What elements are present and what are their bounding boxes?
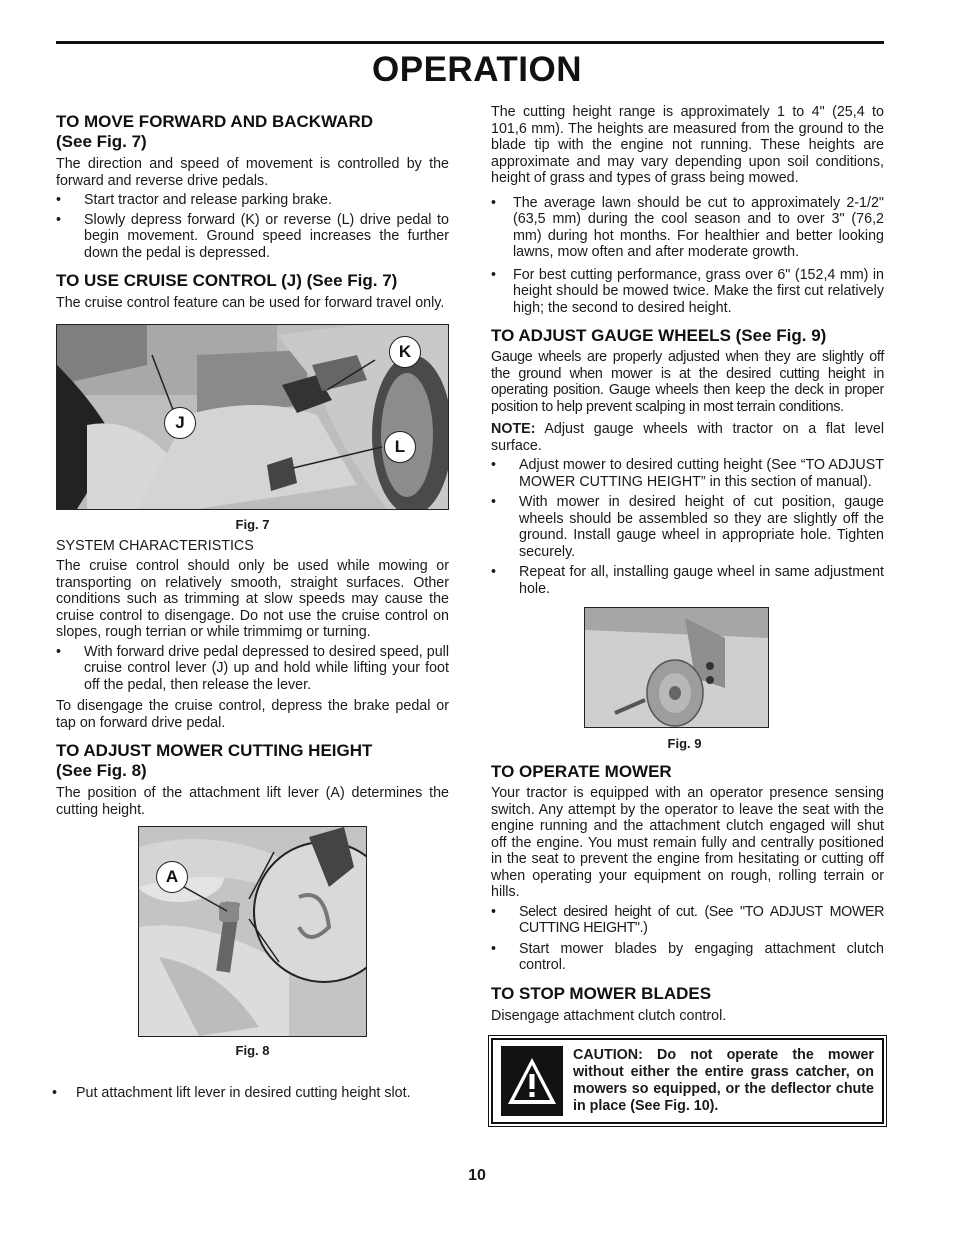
list-item: • With mower in desired height of cut position, gauge wheels should be assembled so they are slightly off the ground. Install gauge wheel in appropriate hole. Tighten securely. — [491, 494, 884, 560]
caution-text: CAUTION: Do not operate the mower without either the entire grass catcher, on mowers so equipped, or the deflector chute in place (See Fig. 10). — [573, 1047, 874, 1114]
figure-7-image — [56, 324, 449, 510]
warning-triangle-icon — [501, 1046, 563, 1116]
right-column — [491, 104, 884, 1124]
list-item: • Start mower blades by engaging attachment clutch control. — [491, 941, 884, 974]
stop-text: Disengage attachment clutch control. — [491, 1007, 727, 1024]
figure-8-image — [138, 826, 367, 1037]
callout-j: J — [164, 407, 196, 439]
caution-box — [491, 1038, 884, 1124]
list-item: • Slowly depress forward (K) or reverse (L) drive pedal to begin movement. Ground speed increases the further down the pedal is depressed. — [56, 212, 449, 262]
list-item: • Start tractor and release parking brake. — [56, 192, 449, 209]
note-label: NOTE: — [491, 421, 536, 437]
left-column — [56, 104, 449, 1102]
operate-heading: TO OPERATE MOWER — [491, 762, 672, 781]
figure-9-caption: Fig. 9 — [667, 736, 702, 751]
height-heading: TO ADJUST MOWER CUTTING HEIGHT (See Fig. 8) — [56, 741, 373, 780]
list-item: • With forward drive pedal depressed to desired speed, pull cruise control lever (J) up and hold while lifting your foot off the pedal, then release the lever. — [56, 644, 449, 694]
list-item: • Select desired height of cut. (See "TO ADJUST MOWER CUTTING HEIGHT".) — [491, 904, 884, 937]
system-text: The cruise control should only be used while mowing or transporting on relatively smooth, straight surfaces. Other conditions such as trimming at slow speeds may cause the cruise control to disengage. Do not use the cruise control on slopes, rough terrian or while trimmimg or turning. — [56, 558, 449, 640]
gauge-note: NOTE: Adjust gauge wheels with tractor on a flat level surface. — [491, 421, 884, 454]
page-title: OPERATION — [372, 50, 582, 89]
callout-l: L — [384, 431, 416, 463]
final-bullet-list — [56, 1085, 449, 1102]
move-bullets — [56, 192, 449, 261]
figure-8-caption: Fig. 8 — [235, 1043, 270, 1058]
gauge-bullets — [491, 457, 884, 597]
stop-heading: TO STOP MOWER BLADES — [491, 983, 712, 1003]
cruise-intro: The cruise control feature can be used for forward travel only. — [56, 295, 445, 311]
header-rule — [56, 41, 884, 44]
list-item: • Put attachment lift lever in desired cutting height slot. — [52, 1085, 445, 1102]
callout-a: A — [156, 861, 188, 893]
height-intro: The position of the attachment lift lever (A) determines the cutting height. — [56, 785, 449, 818]
list-item: • For best cutting performance, grass over 6" (152,4 mm) in height should be mowed twice. Make the first cut relatively high; the second to desired height. — [491, 267, 884, 317]
operate-bullets — [491, 904, 884, 974]
system-bullets — [56, 644, 449, 694]
list-item: • Repeat for all, installing gauge wheel in same adjustment hole. — [491, 564, 884, 597]
system-heading: SYSTEM CHARACTERISTICS — [56, 537, 254, 554]
page-number: 10 — [468, 1167, 486, 1184]
operate-text: Your tractor is equipped with an operator presence sensing switch. Any attempt by the operator to leave the seat with the engine running and the attachment clutch engaged will shut off the engine. You must remain fully and centrally positioned in the seat to prevent the engine from hesitating or cutting off when operating your equipment on rough, rolling terrain or hills. — [491, 785, 884, 900]
move-heading: TO MOVE FORWARD AND BACKWARD (See Fig. 7) — [56, 112, 374, 151]
cruise-heading: TO USE CRUISE CONTROL (J) (See Fig. 7) — [56, 271, 398, 290]
range-text: The cutting height range is approximately 1 to 4" (25,4 to 101,6 mm). The heights are measured from the ground to the blade tip with the engine not running. These heights are approximate and may vary depending upon soil conditions, height of grass and types of grass being mowed. — [491, 104, 884, 186]
figure-9-image — [584, 607, 769, 728]
disengage-text: To disengage the cruise control, depress the brake pedal or tap on forward drive pedal. — [56, 698, 449, 731]
gauge-intro: Gauge wheels are properly adjusted when they are slightly off the ground when mower is at the desired cutting height in operating position. Gauge wheels then keep the deck in proper position to help prevent scalping in most terrain conditions. — [491, 349, 884, 415]
range-bullets — [491, 195, 884, 317]
move-intro: The direction and speed of movement is controlled by the forward and reverse drive pedals. — [56, 156, 449, 189]
figure-7-caption: Fig. 7 — [235, 516, 270, 532]
list-item: • Adjust mower to desired cutting height (See “TO ADJUST MOWER CUTTING HEIGHT” in this section of manual). — [491, 457, 884, 490]
callout-k: K — [389, 336, 421, 368]
gauge-heading: TO ADJUST GAUGE WHEELS (See Fig. 9) — [491, 326, 827, 345]
list-item: • The average lawn should be cut to approximately 2-1/2" (63,5 mm) during the cool season and to over 3" (76,2 mm) during hot months. For healthier and better looking lawns, mow often and after moderate growth. — [491, 195, 884, 261]
